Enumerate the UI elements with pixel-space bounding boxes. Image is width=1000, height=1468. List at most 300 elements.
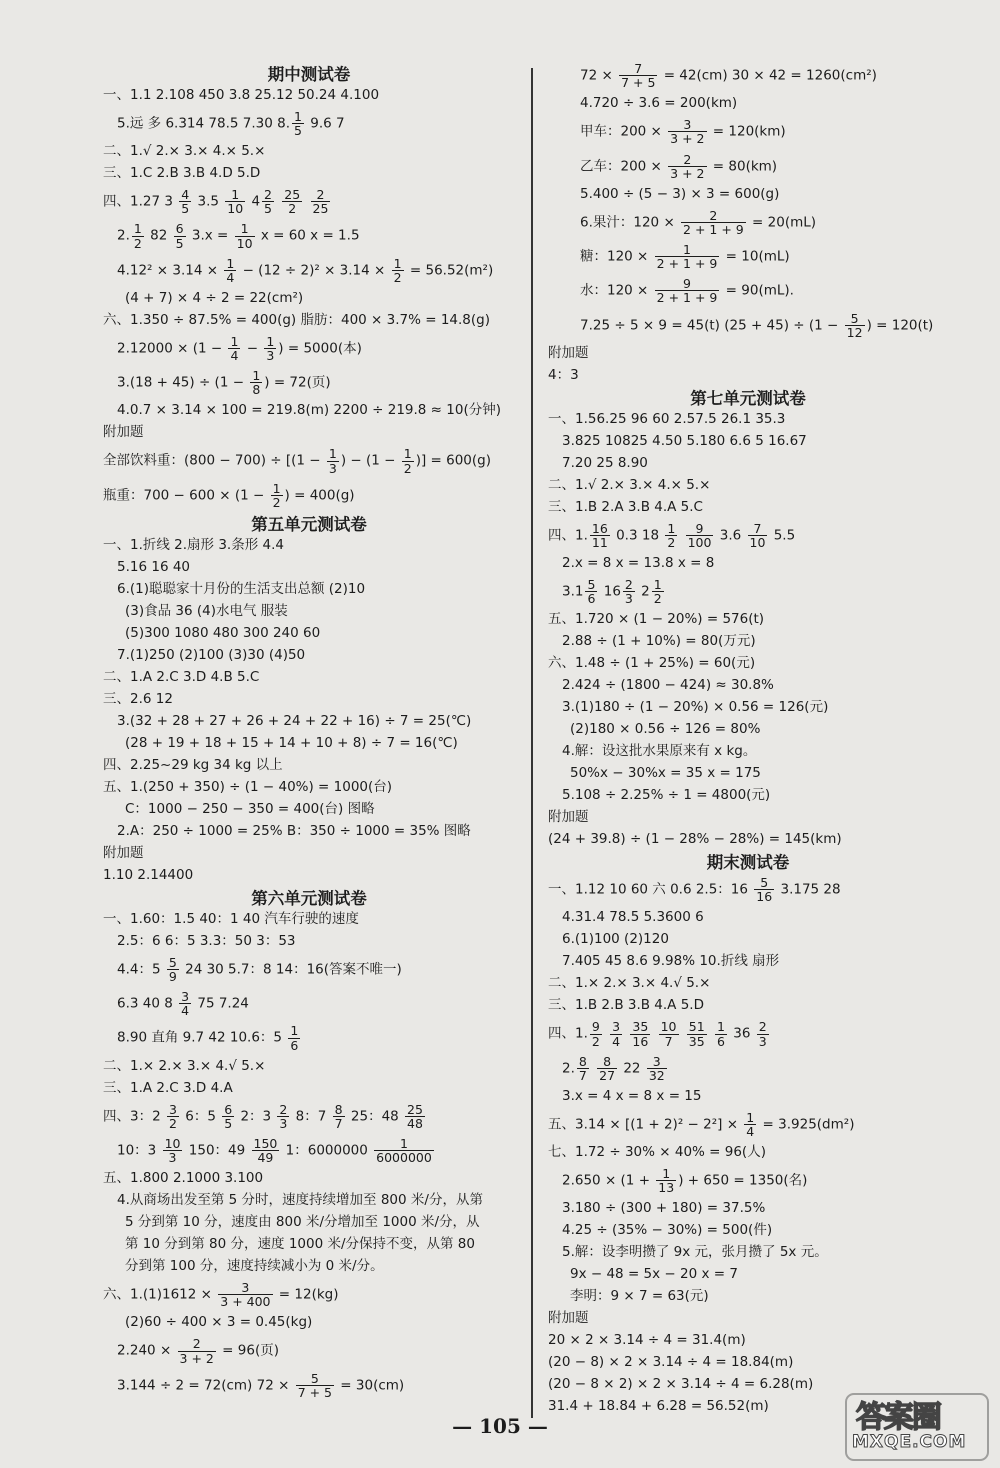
answer-text: 瓶重：700 − 600 × (1 − bbox=[103, 487, 269, 504]
answer-line bbox=[103, 868, 515, 884]
answer-text: = 120(km) bbox=[708, 123, 786, 140]
fraction-numerator: 1 bbox=[656, 1167, 676, 1181]
fraction-numerator: 1 bbox=[746, 1109, 755, 1125]
answer-text: 一、1.60：1.5 40：1 40 汽车行驶的速度 bbox=[103, 910, 359, 927]
fraction-denominator: 10 bbox=[749, 534, 766, 550]
fraction bbox=[178, 1337, 216, 1364]
answer-text: 0.3 18 bbox=[611, 527, 664, 544]
answer-line bbox=[103, 990, 515, 1017]
answer-text: ) = 72(页) bbox=[264, 374, 331, 391]
answer-text: = 90(mL). bbox=[721, 282, 794, 299]
answer-text: 4.720 ÷ 3.6 = 200(km) bbox=[580, 95, 738, 112]
answer-line bbox=[103, 582, 515, 598]
fraction bbox=[264, 335, 276, 362]
answer-text: 2. bbox=[562, 1060, 575, 1077]
fraction-denominator: 5 bbox=[224, 1115, 233, 1131]
fraction bbox=[668, 118, 706, 145]
fraction bbox=[252, 1137, 280, 1164]
section-title: 第五单元测试卷 bbox=[251, 514, 367, 534]
answer-line bbox=[548, 1167, 948, 1194]
answer-line bbox=[103, 335, 515, 362]
answer-line bbox=[548, 456, 948, 472]
answer-text: 4.25 ÷ (35% − 30%) = 500(件) bbox=[562, 1222, 773, 1239]
fraction-denominator: 6000000 bbox=[376, 1150, 432, 1166]
answer-text: (20 − 8) × 2 × 3.14 ÷ 4 = 18.84(m) bbox=[548, 1354, 794, 1371]
answer-text: ) = 400(g) bbox=[284, 487, 355, 504]
answer-line bbox=[548, 744, 948, 760]
fraction-denominator: 2 bbox=[591, 1033, 600, 1049]
fraction bbox=[311, 188, 331, 215]
fraction-numerator: 2 bbox=[279, 1101, 288, 1117]
fraction-numerator: 2 bbox=[624, 576, 633, 592]
answer-text: 2.240 × bbox=[117, 1343, 176, 1360]
fraction bbox=[218, 1281, 272, 1308]
answer-line bbox=[548, 1111, 948, 1138]
answer-line bbox=[103, 1171, 515, 1187]
answer-text: C：1000 − 250 − 350 = 400(台) 图略 bbox=[125, 800, 375, 817]
answer-text: 8.90 直角 9.7 42 10.6：5 bbox=[117, 1030, 287, 1047]
answer-text: 7.20 25 8.90 bbox=[562, 454, 648, 471]
answer-text: 三、1.B 2.A 3.B 4.A 5.C bbox=[548, 498, 703, 515]
fraction-numerator: 2 bbox=[178, 1337, 216, 1351]
answer-line bbox=[103, 846, 515, 862]
answer-text: 3.825 10825 4.50 5.180 6.6 5 16.67 bbox=[562, 432, 807, 449]
answer-text: 一、1.1 2.108 450 3.8 25.12 50.24 4.100 bbox=[103, 86, 380, 103]
answer-line bbox=[548, 634, 948, 650]
fraction bbox=[585, 578, 597, 605]
fraction bbox=[250, 369, 262, 396]
answer-text: (24 + 39.8) ÷ (1 − 28% − 28%) = 145(km) bbox=[548, 831, 842, 848]
fraction-denominator: 12 bbox=[846, 324, 863, 340]
fraction-numerator: 5 bbox=[754, 876, 774, 890]
fraction-denominator: 3 bbox=[758, 1033, 767, 1049]
answer-text: = 20(mL) bbox=[747, 214, 817, 231]
fraction-numerator: 3 bbox=[168, 1101, 177, 1117]
answer-text: 李明：9 × 7 = 63(元) bbox=[570, 1288, 709, 1305]
answer-line bbox=[548, 412, 948, 428]
answer-line bbox=[103, 425, 515, 441]
fraction-numerator: 1 bbox=[403, 446, 412, 462]
fraction bbox=[374, 1137, 434, 1164]
fraction-numerator: 1 bbox=[293, 108, 302, 124]
answer-line bbox=[548, 500, 948, 516]
fraction-numerator: 1 bbox=[272, 480, 281, 496]
answer-line bbox=[548, 976, 948, 992]
fraction-numerator: 10 bbox=[660, 1019, 677, 1035]
fraction-numerator: 1 bbox=[717, 1019, 725, 1035]
answer-text bbox=[624, 1026, 628, 1042]
answer-line bbox=[103, 1081, 515, 1097]
answer-line bbox=[103, 670, 515, 686]
fraction-numerator: 6 bbox=[175, 221, 184, 237]
answer-line bbox=[548, 312, 948, 339]
answer-line bbox=[548, 656, 948, 672]
answer-text: 3.5 bbox=[193, 193, 224, 210]
answer-text bbox=[652, 1026, 656, 1042]
answer-line bbox=[103, 1137, 515, 1164]
answer-text: 4.0.7 × 3.14 × 100 = 219.8(m) 2200 ÷ 219.8 ≈ 10(分钟) bbox=[117, 402, 501, 419]
answer-text: 三、1.B 2.B 3.B 4.A 5.D bbox=[548, 997, 704, 1014]
fraction-denominator: 27 bbox=[599, 1067, 616, 1083]
fraction-numerator: 9 bbox=[591, 1019, 600, 1035]
fraction bbox=[235, 222, 255, 249]
answer-text: = 96(页) bbox=[217, 1343, 279, 1360]
fraction-numerator: 8 bbox=[578, 1053, 587, 1069]
answer-line bbox=[548, 678, 948, 694]
answer-text: 五、3.14 × [(1 + 2)² − 2²] × bbox=[548, 1116, 743, 1133]
fraction-numerator: 2 bbox=[264, 187, 272, 203]
answer-line bbox=[103, 1259, 515, 1275]
answer-line bbox=[548, 612, 948, 628]
fraction bbox=[687, 1020, 707, 1047]
section-title: 第六单元测试卷 bbox=[251, 888, 367, 908]
fraction bbox=[167, 1103, 179, 1130]
fraction bbox=[277, 1103, 289, 1130]
answer-text bbox=[276, 194, 280, 210]
answer-line bbox=[548, 788, 948, 804]
fraction bbox=[647, 1055, 667, 1082]
fraction bbox=[405, 1103, 425, 1130]
fraction-denominator: 2 bbox=[667, 534, 676, 550]
fraction bbox=[715, 1020, 727, 1047]
fraction bbox=[224, 257, 236, 284]
fraction bbox=[668, 153, 706, 180]
answer-text: 第 10 分到第 80 分，速度 1000 米/分保持不变，从第 80 bbox=[125, 1236, 475, 1253]
answer-line bbox=[548, 1020, 948, 1047]
answer-line bbox=[103, 1372, 515, 1399]
fraction-numerator: 8 bbox=[334, 1101, 343, 1117]
answer-text: 10：3 bbox=[117, 1142, 161, 1159]
answer-text: = 42(cm) 30 × 42 = 1260(cm²) bbox=[659, 67, 877, 84]
fraction-denominator: 7 + 5 bbox=[297, 1384, 333, 1400]
fraction-denominator: 3 + 2 bbox=[670, 165, 705, 181]
answer-text: 二、1.√ 2.× 3.× 4.× 5.× bbox=[548, 476, 711, 493]
answer-line bbox=[103, 166, 515, 182]
fraction-denominator: 4 bbox=[746, 1124, 755, 1140]
answer-line bbox=[548, 153, 948, 180]
answer-text: 3.144 ÷ 2 = 72(cm) 72 × bbox=[117, 1377, 294, 1394]
answer-text: 四、2.25~29 kg 34 kg 以上 bbox=[103, 756, 283, 773]
fraction-numerator: 7 bbox=[748, 522, 768, 536]
fraction bbox=[333, 1103, 345, 1130]
fraction-numerator: 1 bbox=[133, 221, 142, 237]
fraction-numerator: 1 bbox=[226, 255, 235, 271]
answer-line bbox=[548, 1245, 948, 1261]
answer-text: 8：7 bbox=[291, 1108, 331, 1125]
answer-text: 二、1.× 2.× 3.× 4.√ 5.× bbox=[103, 1057, 266, 1074]
section-title: 第七单元测试卷 bbox=[690, 388, 806, 408]
answer-text: 2.5：6 6：5 3.3：50 3：53 bbox=[117, 932, 296, 949]
answer-text: 5.解：设李明攒了 9x 元，张月攒了 5x 元。 bbox=[562, 1244, 828, 1261]
fraction-numerator: 9 bbox=[686, 522, 714, 536]
answer-line bbox=[103, 1103, 515, 1130]
fraction-denominator: 48 bbox=[407, 1115, 423, 1131]
fraction-denominator: 3 bbox=[279, 1115, 288, 1131]
fraction-denominator: 32 bbox=[648, 1067, 665, 1083]
answer-line bbox=[103, 1215, 515, 1231]
fraction bbox=[225, 188, 245, 215]
answer-text: 6：5 bbox=[180, 1108, 221, 1125]
answer-text: 三、1.C 2.B 3.B 4.D 5.D bbox=[103, 165, 261, 182]
answer-line bbox=[548, 187, 948, 203]
answer-line bbox=[548, 62, 948, 89]
answer-text: 6.(1)聪聪家十月份的生活支出总额 (2)10 bbox=[117, 580, 366, 597]
fraction-denominator: 49 bbox=[257, 1150, 274, 1166]
fraction-denominator: 25 bbox=[312, 201, 329, 217]
answer-text: 六、1.(1)1612 × bbox=[103, 1286, 217, 1303]
answer-text: 附加题 bbox=[103, 424, 144, 441]
answer-line bbox=[548, 910, 948, 926]
fraction bbox=[577, 1055, 589, 1082]
fraction-denominator: 4 bbox=[612, 1033, 621, 1049]
fraction bbox=[655, 243, 720, 270]
answer-text: 3.x = 4 x = 8 x = 15 bbox=[562, 1087, 702, 1104]
answer-text: = 10(mL) bbox=[721, 248, 790, 265]
fraction-numerator: 35 bbox=[632, 1019, 649, 1035]
fraction-denominator: 5 bbox=[175, 235, 184, 251]
fraction-numerator: 1 bbox=[328, 446, 337, 462]
answer-text: 五、1.800 2.1000 3.100 bbox=[103, 1170, 264, 1187]
answer-line bbox=[103, 560, 515, 576]
answer-line bbox=[103, 912, 515, 928]
answer-text: = 12(kg) bbox=[274, 1286, 339, 1303]
fraction bbox=[392, 257, 404, 284]
fraction-numerator: 2 bbox=[311, 188, 331, 202]
answer-text: 2. bbox=[117, 228, 130, 245]
answer-line bbox=[548, 277, 948, 304]
answer-text: 2 bbox=[636, 583, 650, 600]
fraction-denominator: 3 bbox=[624, 591, 633, 607]
answer-line bbox=[548, 209, 948, 236]
answer-text: 3.(1)180 ÷ (1 − 20%) × 0.56 = 126(元) bbox=[562, 699, 829, 716]
answer-line bbox=[103, 648, 515, 664]
answer-text: ) = 5000(本) bbox=[278, 340, 362, 357]
answer-text: 9x − 48 = 5x − 20 x = 7 bbox=[570, 1266, 738, 1283]
fraction-denominator: 5 bbox=[264, 201, 272, 217]
answer-text: = 3.925(dm²) bbox=[758, 1116, 855, 1133]
fraction bbox=[167, 956, 179, 983]
fraction bbox=[288, 1024, 300, 1051]
answer-text: 36 bbox=[728, 1026, 755, 1043]
answer-text: 25：48 bbox=[346, 1108, 404, 1125]
fraction-denominator: 9 bbox=[168, 969, 177, 985]
answer-line bbox=[548, 876, 948, 903]
fraction bbox=[610, 1020, 622, 1047]
fraction-numerator: 3 bbox=[647, 1055, 667, 1069]
fraction-denominator: 2 bbox=[168, 1115, 177, 1131]
fraction-denominator: 2 bbox=[133, 235, 142, 251]
answer-text: 75 7.24 bbox=[193, 995, 249, 1012]
fraction bbox=[744, 1111, 756, 1138]
answer-line bbox=[103, 626, 515, 642]
answer-line bbox=[548, 810, 948, 826]
fraction-numerator: 8 bbox=[597, 1055, 617, 1069]
fraction-numerator: 2 bbox=[681, 209, 746, 223]
fraction bbox=[296, 1372, 334, 1399]
fraction bbox=[271, 482, 283, 509]
answer-text: 附加题 bbox=[548, 1310, 589, 1327]
answer-text: 5.108 ÷ 2.25% ÷ 1 = 4800(元) bbox=[562, 787, 771, 804]
answer-text: 72 × bbox=[580, 67, 618, 84]
fraction bbox=[179, 188, 191, 215]
answer-text: (3)食品 36 (4)水电气 服装 bbox=[125, 602, 288, 619]
answer-text: (2)60 ÷ 400 × 3 = 0.45(kg) bbox=[125, 1314, 313, 1331]
fraction-denominator: 6 bbox=[290, 1037, 299, 1053]
fraction-denominator: 7 bbox=[334, 1115, 343, 1131]
answer-text: 5.远 多 6.314 78.5 7.30 8. bbox=[117, 115, 290, 132]
fraction bbox=[402, 447, 414, 474]
fraction-denominator: 2 + 1 + 9 bbox=[656, 256, 718, 272]
answer-line bbox=[548, 722, 948, 738]
fraction-numerator: 1 bbox=[225, 188, 245, 202]
column-divider bbox=[531, 68, 533, 1418]
fraction-numerator: 5 bbox=[296, 1372, 334, 1386]
answer-text: 5 分到第 10 分，速度由 800 米/分增加至 1000 米/分，从 bbox=[125, 1214, 480, 1231]
fraction-denominator: 3 + 2 bbox=[670, 131, 705, 147]
answer-line bbox=[548, 434, 948, 450]
answer-text: 7.25 ÷ 5 × 9 = 45(t) (25 + 45) ÷ (1 − bbox=[580, 317, 843, 334]
answer-line bbox=[548, 1267, 948, 1283]
answer-line bbox=[103, 188, 515, 215]
fraction bbox=[630, 1020, 650, 1047]
answer-text: 四、1. bbox=[548, 1026, 588, 1043]
answer-text: 乙车：200 × bbox=[580, 158, 667, 175]
fraction-denominator: 5 bbox=[293, 123, 302, 139]
answer-line bbox=[103, 1059, 515, 1075]
answer-text: ) + 650 = 1350(名) bbox=[678, 1172, 808, 1189]
answer-text: 2.x = 8 x = 13.8 x = 8 bbox=[562, 554, 715, 571]
answer-text: 50%x − 30%x = 35 x = 175 bbox=[570, 765, 761, 782]
answer-text: 甲车：200 × bbox=[580, 123, 667, 140]
answer-line bbox=[548, 954, 948, 970]
answer-text: 3.6 bbox=[715, 527, 746, 544]
answer-text: 糖：120 × bbox=[580, 248, 653, 265]
answer-line bbox=[103, 222, 515, 249]
fraction-numerator: 3 bbox=[612, 1019, 621, 1035]
fraction-denominator: 16 bbox=[632, 1033, 649, 1049]
answer-text: 4.从商场出发至第 5 分时，速度持续增加至 800 米/分，从第 bbox=[117, 1192, 483, 1209]
answer-line bbox=[548, 118, 948, 145]
fraction-denominator: 2 bbox=[653, 591, 662, 607]
fraction bbox=[174, 222, 186, 249]
fraction-denominator: 5 bbox=[181, 201, 190, 217]
answer-text: 水：120 × bbox=[580, 282, 653, 299]
answer-text: 7.405 45 8.6 9.98% 10.折线 扇形 bbox=[562, 953, 780, 970]
fraction bbox=[292, 110, 304, 137]
fraction-denominator: 11 bbox=[591, 534, 608, 550]
fraction-denominator: 3 bbox=[266, 348, 275, 364]
answer-text: 1.10 2.14400 bbox=[103, 866, 194, 883]
fraction bbox=[659, 1020, 679, 1047]
answer-text: 二、1.√ 2.× 3.× 4.× 5.× bbox=[103, 143, 266, 160]
answer-text: 二、1.× 2.× 3.× 4.√ 5.× bbox=[548, 975, 711, 992]
answer-line bbox=[103, 956, 515, 983]
answer-line bbox=[103, 257, 515, 284]
fraction-denominator: 10 bbox=[236, 235, 253, 251]
fraction-numerator: 9 bbox=[655, 277, 720, 291]
answer-line bbox=[103, 934, 515, 950]
answer-text: = 80(km) bbox=[708, 158, 778, 175]
fraction-numerator: 150 bbox=[253, 1135, 278, 1151]
answer-text: 7.(1)250 (2)100 (3)30 (4)50 bbox=[117, 646, 306, 663]
answer-line bbox=[103, 88, 515, 104]
answer-text: 22 bbox=[619, 1060, 645, 1077]
fraction bbox=[665, 522, 677, 549]
answer-text: = 30(cm) bbox=[336, 1377, 405, 1394]
answer-text: 3.(32 + 28 + 27 + 26 + 24 + 22 + 16) ÷ 7 = 25(℃) bbox=[117, 712, 472, 729]
fraction bbox=[623, 578, 635, 605]
fraction bbox=[327, 447, 339, 474]
answer-text: 9.6 7 bbox=[305, 115, 345, 132]
fraction bbox=[686, 522, 714, 549]
answer-text: 5.400 ÷ (5 − 3) × 3 = 600(g) bbox=[580, 185, 780, 202]
answer-text bbox=[681, 1026, 685, 1042]
fraction bbox=[228, 335, 240, 362]
answer-text: 3.(18 + 45) ÷ (1 − bbox=[117, 374, 249, 391]
answer-text: (2)180 × 0.56 ÷ 126 = 80% bbox=[570, 721, 761, 738]
answer-text: 150：49 bbox=[184, 1142, 250, 1159]
fraction-denominator: 7 bbox=[664, 1033, 673, 1049]
answer-text: 3.x = bbox=[187, 228, 233, 245]
fraction-denominator: 2 + 1 + 9 bbox=[656, 290, 718, 306]
answer-text: 6.(1)100 (2)120 bbox=[562, 931, 669, 948]
fraction-denominator: 3 + 400 bbox=[220, 1294, 271, 1310]
fraction-numerator: 3 bbox=[668, 118, 706, 132]
answer-text: 2.650 × (1 + bbox=[562, 1172, 655, 1189]
answer-text: 4.31.4 78.5 5.3600 6 bbox=[562, 909, 704, 926]
answer-line bbox=[548, 1089, 948, 1105]
answer-text: 3.1 bbox=[562, 583, 584, 600]
fraction bbox=[748, 522, 768, 549]
answer-text: 四、1. bbox=[548, 527, 588, 544]
answer-text: 3.180 ÷ (300 + 180) = 37.5% bbox=[562, 1200, 766, 1217]
answer-line bbox=[548, 700, 948, 716]
answer-line bbox=[548, 556, 948, 572]
fraction-denominator: 6 bbox=[587, 591, 596, 607]
answer-text: (5)300 1080 480 300 240 60 bbox=[125, 624, 321, 641]
fraction bbox=[590, 522, 610, 549]
answer-line bbox=[548, 478, 948, 494]
answer-line bbox=[103, 1193, 515, 1209]
fraction-denominator: 13 bbox=[658, 1180, 675, 1196]
fraction bbox=[179, 990, 191, 1017]
fraction bbox=[163, 1137, 183, 1164]
fraction-denominator: 2 bbox=[272, 494, 281, 510]
fraction-numerator: 51 bbox=[688, 1019, 705, 1035]
fraction-numerator: 5 bbox=[845, 312, 865, 326]
answer-text: 2.88 ÷ (1 + 10%) = 80(万元) bbox=[562, 633, 756, 650]
fraction-numerator: 1 bbox=[230, 333, 239, 349]
fraction bbox=[754, 876, 774, 903]
answer-line bbox=[548, 1223, 948, 1239]
fraction-denominator: 6 bbox=[717, 1033, 725, 1049]
answer-text: 4：3 bbox=[548, 366, 579, 383]
answer-line bbox=[103, 1315, 515, 1331]
answer-text: 分到第 100 分，速度持续减小为 0 米/分。 bbox=[125, 1258, 384, 1275]
fraction-denominator: 10 bbox=[227, 201, 244, 217]
page-number: — 105 — bbox=[452, 1414, 548, 1438]
answer-line bbox=[548, 1201, 948, 1217]
fraction-numerator: 25 bbox=[407, 1101, 423, 1117]
fraction-numerator: 3 bbox=[218, 1281, 272, 1295]
answer-line bbox=[103, 1237, 515, 1253]
answer-line bbox=[103, 144, 515, 160]
fraction-denominator: 3 bbox=[328, 460, 337, 476]
fraction-numerator: 3 bbox=[181, 989, 190, 1005]
answer-text: 六、1.350 ÷ 87.5% = 400(g) 脂肪：400 × 3.7% = 14.8(g) bbox=[103, 311, 490, 328]
answer-text: 82 bbox=[145, 228, 172, 245]
answer-text: 20 × 2 × 3.14 ÷ 4 = 31.4(m) bbox=[548, 1332, 746, 1349]
